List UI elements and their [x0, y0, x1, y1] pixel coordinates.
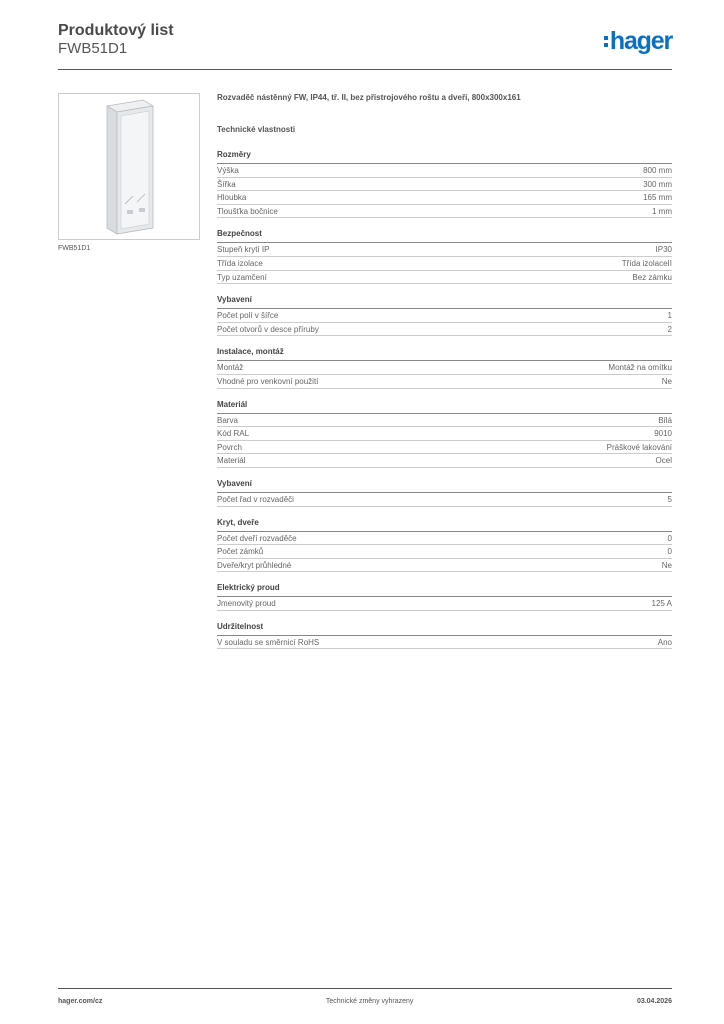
spec-row: [217, 427, 672, 441]
image-caption: FWB51D1: [58, 245, 91, 252]
spec-value: IP30: [655, 245, 672, 255]
footer-disclaimer: Technické změny vyhrazeny: [325, 998, 414, 1005]
spec-label: Počet zámků: [217, 547, 264, 557]
spec-row: [217, 309, 672, 323]
spec-value: 300 mm: [643, 179, 672, 189]
section-heading: Vybavení: [217, 295, 672, 309]
spec-label: Počet polí v šířce: [217, 311, 279, 321]
spec-sections: [217, 150, 672, 649]
section-heading: Kryt, dveře: [217, 518, 672, 532]
spec-label: Počet řad v rozvaděči: [217, 494, 294, 504]
spec-value: Bez zámku: [632, 272, 672, 282]
spec-label: Dveře/kryt průhledné: [217, 560, 292, 570]
spec-label: Tloušťka bočnice: [217, 206, 278, 216]
spec-label: Výška: [217, 166, 239, 175]
section-heading: Instalace, montáž: [217, 347, 672, 361]
spec-value: Montáž na omítku: [608, 363, 672, 373]
header-divider: [58, 69, 672, 70]
spec-value: Ne: [661, 560, 672, 570]
spec-value: 0: [667, 547, 672, 557]
spec-value: Práškové lakování: [606, 442, 672, 452]
spec-value: 1 mm: [652, 206, 672, 216]
footer-website[interactable]: hager.com/cz: [58, 998, 103, 1005]
spec-row: [217, 257, 672, 271]
spec-label: Šířka: [217, 179, 236, 189]
spec-label: Barva: [217, 415, 238, 425]
spec-section: [217, 622, 672, 650]
spec-value: 800 mm: [643, 166, 672, 175]
spec-section: [217, 583, 672, 611]
spec-value: 2: [667, 324, 672, 334]
spec-row: [217, 205, 672, 219]
spec-label: Kód RAL: [217, 429, 250, 439]
spec-section: [217, 479, 672, 507]
spec-row: [217, 454, 672, 468]
hager-logo: [604, 28, 672, 54]
spec-label: Montáž: [217, 363, 244, 373]
spec-content: [217, 93, 672, 649]
spec-value: 5: [667, 494, 672, 504]
spec-row: [217, 559, 672, 573]
spec-label: Počet otvorů v desce příruby: [217, 324, 319, 334]
spec-row: [217, 243, 672, 257]
spec-section: [217, 518, 672, 573]
spec-value: Ano: [657, 637, 672, 647]
footer-date: 03.04.2026: [636, 998, 672, 1005]
spec-section: [217, 347, 672, 388]
spec-row: [217, 375, 672, 389]
spec-row: [217, 597, 672, 611]
product-image: [58, 93, 200, 240]
spec-label: Jmenovitý proud: [217, 599, 276, 609]
spec-value: 9010: [654, 429, 672, 439]
page-footer: [58, 998, 672, 1005]
product-description: Rozvaděč nástěnný FW, IP44, tř. II, bez přístrojového roštu a dveří, 800x300x161: [217, 93, 521, 102]
spec-row: [217, 441, 672, 455]
spec-row: [217, 361, 672, 375]
spec-label: Typ uzamčení: [217, 272, 267, 282]
footer-divider: [58, 988, 672, 989]
spec-value: 1: [667, 311, 672, 321]
spec-row: [217, 414, 672, 428]
section-heading: Udržitelnost: [217, 622, 672, 636]
spec-label: V souladu se směrnicí RoHS: [217, 637, 320, 647]
page-title: Produktový list: [58, 22, 174, 39]
spec-label: Třída izolace: [217, 258, 263, 268]
spec-value: Ocel: [655, 456, 672, 466]
spec-row: [217, 271, 672, 285]
logo-dots-icon: [604, 36, 608, 47]
technical-properties-title: Technické vlastnosti: [217, 125, 296, 134]
spec-label: Stupeň krytí IP: [217, 245, 270, 255]
section-heading: Elektrický proud: [217, 583, 672, 597]
page-header: [58, 22, 672, 70]
spec-label: Vhodné pro venkovní použití: [217, 376, 319, 386]
spec-value: 0: [667, 533, 672, 543]
logo-text: hager: [609, 27, 672, 55]
section-heading: Vybavení: [217, 479, 672, 493]
spec-value: Bílá: [658, 415, 672, 425]
spec-row: [217, 532, 672, 546]
spec-section: [217, 229, 672, 284]
section-heading: Bezpečnost: [217, 229, 672, 243]
spec-row: [217, 545, 672, 559]
spec-value: Ne: [661, 376, 672, 386]
spec-label: Počet dveří rozvaděče: [217, 533, 297, 543]
spec-section: [217, 400, 672, 468]
spec-value: 125 A: [651, 599, 672, 609]
spec-row: [217, 178, 672, 192]
spec-value: Třída izolaceII: [621, 258, 672, 268]
section-heading: Rozměry: [217, 150, 672, 164]
spec-value: 165 mm: [643, 193, 672, 203]
spec-label: Hloubka: [217, 193, 247, 203]
section-heading: Materiál: [217, 400, 672, 414]
spec-row: [217, 323, 672, 337]
spec-label: Povrch: [217, 442, 242, 452]
spec-row: [217, 191, 672, 205]
spec-section: [217, 150, 672, 218]
spec-row: [217, 493, 672, 507]
product-code: FWB51D1: [58, 40, 128, 57]
spec-section: [217, 295, 672, 336]
spec-row: [217, 164, 672, 178]
enclosure-illustration: [99, 96, 159, 238]
spec-row: [217, 636, 672, 650]
spec-label: Materiál: [217, 456, 246, 466]
